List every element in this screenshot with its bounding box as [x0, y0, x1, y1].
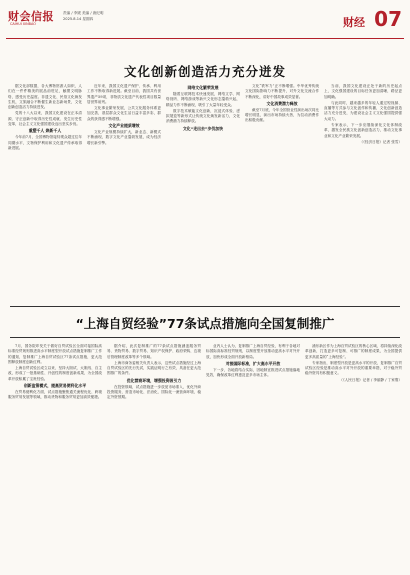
- body-paragraph: 浦东新区作为上海自贸试验区的核心区域，将持续深化改革创新，打造更多可复制、可推广的制度成果，为全国提供更多高质量的“上海经验”。: [305, 344, 402, 359]
- body-paragraph: 随着互联网技术快速发展，网络文学、网络视听、网络游戏等新兴文化形态蓬勃兴起，精品力作不断涌现，吸引了大量年轻受众。: [166, 92, 240, 107]
- article2-byline: （《人民日报》记者 / 李丽静 / 丁家骞）: [339, 377, 402, 382]
- subheading: 创新监管模式，提高贸易便利化水平: [23, 383, 87, 389]
- body-paragraph: 党的十八大以来，我国文化建设在正本清源、守正创新中取得历史性成就、发生历史性变革，社会主义文化强国建设迈出坚实步伐。: [8, 111, 82, 127]
- body-paragraph: 下一步，各地将结合实际，因地制宜推进试点措施落地见效，确保改革红利惠及更多市场主体。: [206, 367, 300, 378]
- body-paragraph: 文化产业规模持续扩大，新业态、新模式不断涌现，数字文化产业蓬勃发展，成为经济增长新引擎。: [87, 130, 161, 145]
- masthead-sub: CAIHUI XINBAO: [10, 22, 36, 26]
- article2-column-2: [107, 344, 201, 568]
- article2-headline: “上海自贸经验”77条试点措施向全国复制推广: [75, 316, 335, 331]
- subheading: 优化营商环境，增强投资吸引力: [126, 377, 182, 383]
- article2-column-4: [305, 344, 402, 568]
- article2-column-3: [206, 344, 300, 568]
- article2-column-1: [8, 344, 102, 568]
- body-paragraph: 专家表示，下一步应继续深化文化体制改革，激发全民族文化创新创造活力，推动文化事业和文化产业繁荣发展。: [324, 123, 402, 138]
- article1-headline: 文化创新创造活力充分迸发: [123, 64, 286, 79]
- body-paragraph: 今年前7月，全国博物馆接待观众超过往年同期水平，文物保护利用和文化遗产传承取得新进展。: [8, 135, 82, 150]
- divider: [10, 306, 400, 307]
- body-paragraph: 当前，我国文化建设正处于新的历史起点上，文化强国建设的目标任务更加清晰，路径更加明确。: [324, 84, 402, 99]
- body-paragraph: 专家指出，制度型开放是更高水平的开放，复制推广自贸试验区经验是推动高水平对外开放的重要举措，对于稳外贸稳外资具有积极意义。: [305, 360, 402, 376]
- body-paragraph: 数字技术赋能文化创新，沉浸式体验、虚拟展览等新形式让传统文化焕发新活力，文化消费潜力持续释放。: [166, 108, 240, 124]
- subheading: 文化“走出去”步伐加快: [182, 125, 224, 131]
- subheading: 文化产业提质增效: [108, 123, 140, 129]
- body-paragraph: 7月，国务院印发关于做好自贸试验区全面对接国际高标准经贸规则推进高水平制度型开放试点措施复制推广工作的通知，复制推广上海自贸试验区77条试点措施，更大范围释放制度创新红利。: [8, 344, 102, 364]
- article1-column-5: [324, 84, 402, 302]
- divider: [10, 337, 400, 338]
- body-paragraph: 上海市商务委相关负责人表示，这些试点措施经过上海自贸试验区的先行先试，实践证明行之有效，具备在更大范围推广的条件。: [107, 360, 201, 376]
- body-paragraph: 截至7月底，今年全国营业性演出场次同比增长明显，演出市场持续火热，为拉动消费作出积极贡献。: [245, 107, 319, 123]
- body-paragraph: 上海自贸试验区成立以来，坚持大胆试、大胆闯、自主改，形成了一批基础性、开创性的制度创新成果，为全国改革开放积累了宝贵经验。: [8, 366, 102, 381]
- subheading: 网络文化繁荣发展: [187, 85, 219, 90]
- body-paragraph: 业内人士认为，复制推广上海自贸经验，有利于各地对标国际高标准经贸规则，以制度型开放推动更高水平对外开放，加快形成全面开放新格局。: [206, 344, 300, 359]
- body-paragraph: 据文化部数据，各大博物馆游人如织，人们在一件件精美的展品前驻足，触摸文明脉络，感受历史温度。非遗文化、民俗文化焕发生机，文旅融合不断催生新业态新场景，文化创新创造活力持续迸发。: [8, 84, 82, 110]
- body-paragraph: 与此同时，越来越多的年轻人通过短视频、直播等方式参与文化创作和传播，文化创新创造活力充分迸发，为建设社会主义文化强国提供强大动力。: [324, 100, 402, 121]
- page-header: [0, 0, 410, 42]
- body-paragraph: 在投资领域，试点措施进一步放宽市场准入，优化外商投资服务，营造市场化、法治化、国际化一流营商环境，稳定外资预期。: [107, 384, 201, 400]
- page-number: 07: [374, 7, 402, 31]
- editor-line: 责编 / 李媛 美编 / 唐纪明: [63, 11, 104, 15]
- header-rule: [6, 38, 404, 39]
- article1-byline: （《经济日报》记者 张雪）: [359, 139, 402, 144]
- masthead-logo: 财会信报: [8, 10, 54, 23]
- body-paragraph: 文化“铁军力”正不断增强。中华优秀传统文化国际影响力不断提升，对外文化交流合作不断深化，讲好中国故事成效显著。: [245, 84, 319, 99]
- body-paragraph: 文化事业繁荣发展，公共文化服务体系更加完善，基层群众文化生活日益丰富多彩，群众的获得感不断增强。: [87, 106, 161, 121]
- subheading: 对接国际标准，扩大高水平开放: [225, 360, 281, 366]
- article1-column-1: [8, 84, 82, 302]
- date-line: 2025.8.14 星期四: [63, 17, 94, 21]
- article1-column-2: [87, 84, 161, 302]
- article1-column-3: [166, 84, 240, 302]
- body-paragraph: 据介绍，此次复制推广的77条试点措施涵盖服务贸易、货物贸易、数字贸易、知识产权保护、政府采购、边境后管理制度改革等多个领域。: [107, 344, 201, 359]
- section-title: 财经: [343, 16, 365, 29]
- article2-headline-box: [10, 306, 400, 338]
- article1-column-4: [245, 84, 319, 302]
- subheading: 重塑千人 焕新千人: [28, 128, 62, 134]
- body-paragraph: 在贸易便利化方面，试点措施聚焦通关流程优化、跨境服务贸易发展等领域，推动货物和服务贸易更加高效便捷。: [8, 390, 102, 400]
- body-paragraph: 近年来，我国文化遗产保护、传承、利用工作不断取得新进展。截至目前，我国共有世界遗产59项，非物质文化遗产代表性项目数量居世界前列。: [87, 84, 161, 104]
- subheading: 文化消费潜力释放: [266, 100, 298, 106]
